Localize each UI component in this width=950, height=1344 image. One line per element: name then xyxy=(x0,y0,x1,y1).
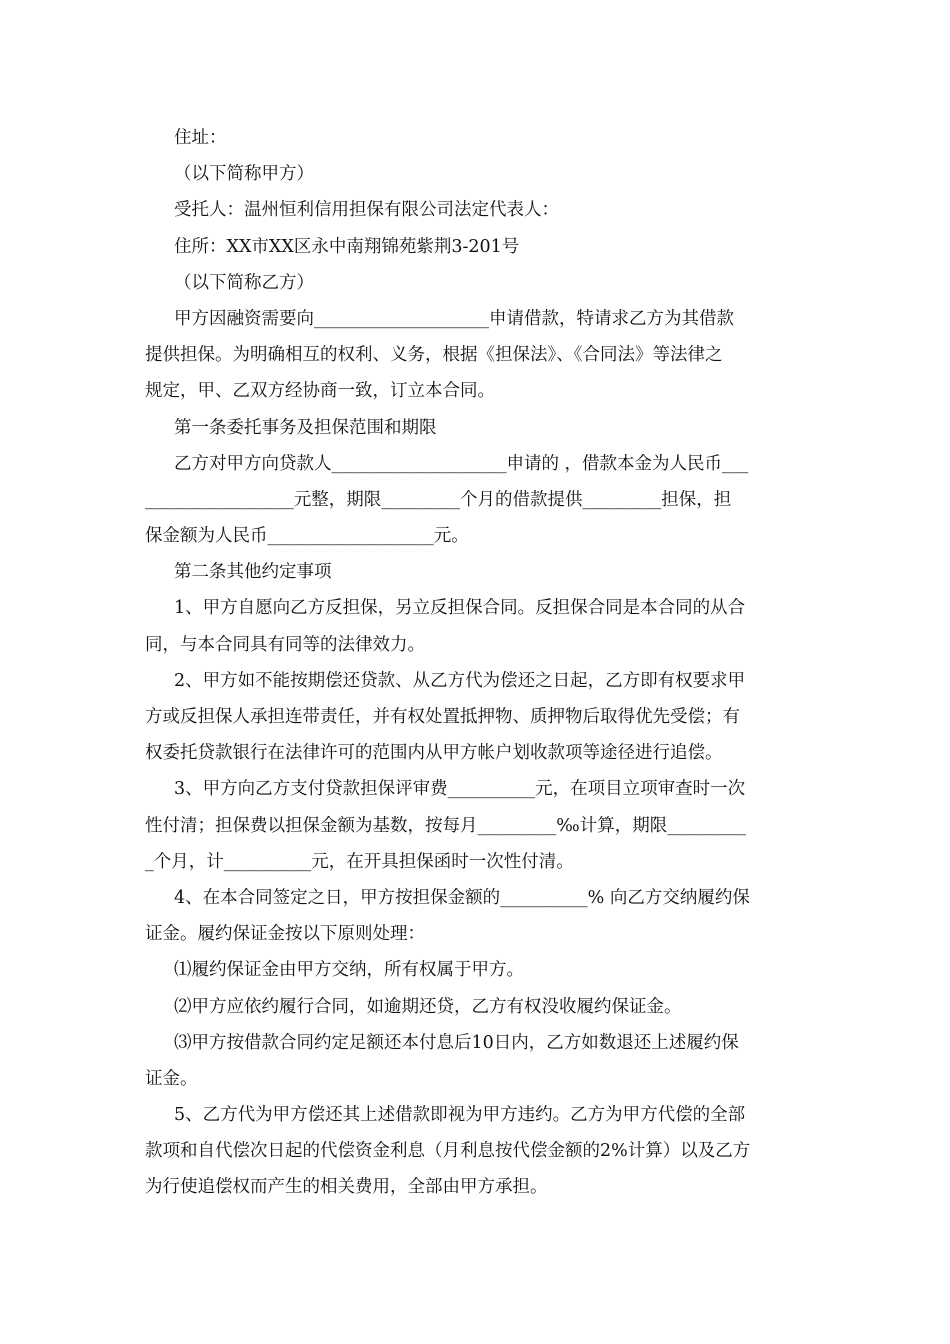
clause-4-line: 证金。履约保证金按以下原则处理： xyxy=(145,924,425,945)
residence-line: 住所：XX市XX区永中南翔锦苑紫荆3-201号 xyxy=(174,236,520,257)
sub-item-3: ⑶甲方按借款合同约定足额还本付息后10日内，乙方如数退还上述履约保 xyxy=(174,1032,739,1053)
article-1-heading: 第一条委托事务及担保范围和期限 xyxy=(174,417,437,438)
clause-5-line: 为行使追偿权而产生的相关费用，全部由甲方承担。 xyxy=(145,1177,548,1198)
article-1-line: 保金额为人民币___________________元。 xyxy=(145,526,469,547)
clause-3-line: _个月，计__________元，在开具担保函时一次性付清。 xyxy=(145,851,574,872)
clause-2-line: 2、甲方如不能按期偿还贷款、从乙方代为偿还之日起，乙方即有权要求甲 xyxy=(174,670,746,691)
preamble-line: 甲方因融资需要向____________________申请借款，特请求乙方为其借款 xyxy=(174,308,734,329)
trustee-line: 受托人：温州恒利信用担保有限公司法定代表人： xyxy=(174,200,559,221)
sub-item-3: 证金。 xyxy=(145,1068,198,1089)
document-page xyxy=(145,120,805,1206)
clause-1-line: 同，与本合同具有同等的法律效力。 xyxy=(145,634,425,655)
clause-4-line: 4、在本合同签定之日，甲方按担保金额的__________% 向乙方交纳履约保 xyxy=(174,887,750,908)
sub-item-1: ⑴履约保证金由甲方交纳，所有权属于甲方。 xyxy=(174,960,524,981)
party-b-note: （以下简称乙方） xyxy=(174,272,314,293)
sub-item-2: ⑵甲方应依约履行合同，如逾期还贷，乙方有权没收履约保证金。 xyxy=(174,996,682,1017)
clause-5-line: 5、乙方代为甲方偿还其上述借款即视为甲方违约。乙方为甲方代偿的全部 xyxy=(174,1105,746,1126)
party-a-note: （以下简称甲方） xyxy=(174,164,314,185)
preamble-line: 提供担保。为明确相互的权利、义务，根据《担保法》、《合同法》等法律之 xyxy=(145,345,723,366)
article-1-line: _________________元整，期限_________个月的借款提供_________担保，担 xyxy=(145,489,732,510)
clause-5-line: 款项和自代偿次日起的代偿资金利息（月利息按代偿金额的2%计算）以及乙方 xyxy=(145,1141,751,1162)
clause-3-line: 3、甲方向乙方支付贷款担保评审费__________元，在项目立项审查时一次 xyxy=(174,779,746,800)
article-1-line: 乙方对甲方向贷款人____________________申请的 ，借款本金为人民币___ xyxy=(174,453,749,474)
clause-2-line: 方或反担保人承担连带责任，并有权处置抵押物、质押物后取得优先受偿；有 xyxy=(145,707,740,727)
clause-3-line: 性付清；担保费以担保金额为基数，按每月_________‰计算，期限_________ xyxy=(145,815,746,836)
address-line: 住址： xyxy=(174,128,227,148)
article-2-heading: 第二条其他约定事项 xyxy=(174,562,332,583)
clause-1-line: 1、甲方自愿向乙方反担保，另立反担保合同。反担保合同是本合同的从合 xyxy=(174,598,746,619)
preamble-line: 规定，甲、乙双方经协商一致，订立本合同。 xyxy=(145,381,495,402)
clause-2-line: 权委托贷款银行在法律许可的范围内从甲方帐户划收款项等途径进行追偿。 xyxy=(145,743,723,764)
